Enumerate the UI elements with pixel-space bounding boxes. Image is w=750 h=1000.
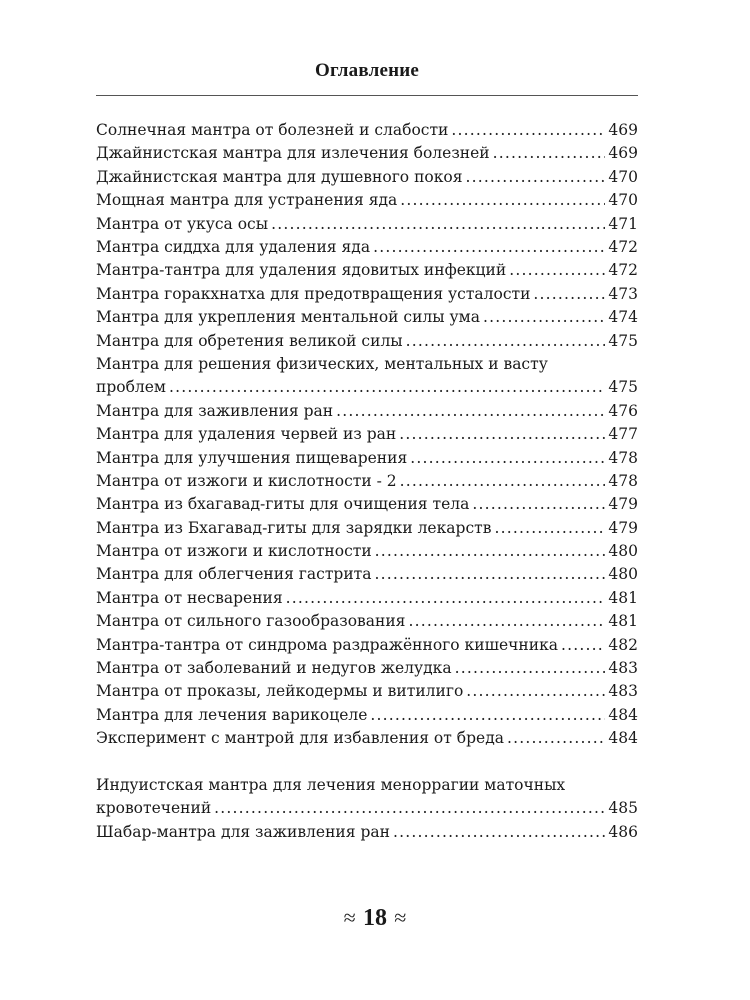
toc-entry-page: 486 [608,822,638,841]
page-header-title: Оглавление [314,60,420,81]
toc-entry-page: 475 [608,378,638,397]
toc-leader-dots [466,680,605,703]
toc-entry-title-line1: Индуистская мантра для лечения меноррагии маточных [96,775,566,794]
toc-leader-dots [533,283,605,306]
toc-entry[interactable] [96,587,638,610]
toc-entry-title: Мантра от укуса осы [96,214,269,233]
header-divider [96,95,638,96]
toc-entry[interactable] [96,563,638,586]
toc-entry[interactable] [96,423,638,446]
toc-entry[interactable] [96,166,638,189]
toc-entry-page: 479 [608,518,638,537]
toc-leader-dots [336,400,605,423]
toc-entry-title-line2: кровотечений [96,799,212,818]
toc-leader-dots [375,540,606,563]
toc-entry-title: Мантра для облегчения гастрита [96,565,372,584]
toc-leader-dots [472,493,605,516]
toc-leader-dots [393,821,605,844]
toc-entry-title: Мантра от проказы, лейкодермы и витилиго [96,682,464,701]
footer-ornament-left: ≈ [343,905,356,930]
toc-entry-page: 478 [608,448,638,467]
toc-entry[interactable] [96,634,638,657]
toc-entry-page: 469 [608,121,638,139]
toc-entry[interactable] [96,330,638,353]
toc-entry-title: Мантра из бхагавад-гиты для очищения тела [96,495,470,514]
toc-leader-dots [455,657,606,680]
toc-entry[interactable] [96,400,638,423]
toc-entry-page: 483 [608,682,638,701]
toc-entry-title: Джайнистская мантра для излечения болезней [96,144,490,163]
toc-entry-page: 485 [608,799,638,818]
toc-entry-page: 480 [608,565,638,584]
toc-entry-page: 469 [608,144,638,163]
toc-entry-title: Мантра от сильного газообразования [96,612,406,631]
toc-entry-page: 484 [608,705,638,724]
toc-leader-dots [373,236,605,259]
toc-entry-title: Мантра для укрепления ментальной силы ума [96,308,480,327]
toc-entry[interactable] [96,493,638,516]
toc-entry-title-line2: проблем [96,378,166,397]
toc-leader-dots [466,166,606,189]
table-of-contents [96,119,638,844]
toc-entry-title: Мантра для лечения варикоцеле [96,705,368,724]
toc-entry-page: 484 [608,729,638,748]
toc-entry[interactable] [96,727,638,750]
toc-entry[interactable] [96,447,638,470]
toc-entry-title: Мантра от заболеваний и недугов желудка [96,659,452,678]
toc-entry[interactable] [96,353,638,400]
toc-entry-page: 480 [608,542,638,561]
toc-leader-dots [493,142,606,165]
toc-entry[interactable] [96,213,638,236]
toc-leader-dots [271,213,605,236]
toc-leader-dots [400,189,605,212]
toc-entry[interactable] [96,540,638,563]
toc-entry-page: 483 [608,659,638,678]
toc-entry-title: Мантра из Бхагавад-гиты для зарядки лекарств [96,518,492,537]
toc-entry[interactable] [96,306,638,329]
toc-entry-page: 470 [608,191,638,210]
page-footer [0,905,750,932]
toc-entry-title: Шабар-мантра для заживления ран [96,822,390,841]
toc-group-2 [96,400,638,751]
toc-entry-title: Мантра для улучшения пищеварения [96,448,408,467]
toc-entry[interactable] [96,774,638,821]
footer-ornament-right: ≈ [394,905,407,930]
toc-entry-page: 473 [608,284,638,303]
toc-entry[interactable] [96,517,638,540]
toc-leader-dots [561,634,605,657]
toc-leader-dots [286,587,606,610]
toc-entry-page: 479 [608,495,638,514]
toc-spacer [96,751,638,774]
toc-entry-page: 477 [608,425,638,444]
toc-leader-dots [451,119,605,142]
toc-entry[interactable] [96,657,638,680]
toc-entry-page: 472 [608,237,638,256]
toc-entry-page: 476 [608,401,638,420]
toc-entry-title: Солнечная мантра от болезней и слабости [96,121,449,139]
toc-entry-page: 475 [608,331,638,350]
toc-entry-page: 481 [608,612,638,631]
toc-entry-title: Мантра горакхнатха для предотвращения усталости [96,284,531,303]
toc-leader-dots [507,727,605,750]
toc-leader-dots [408,610,605,633]
toc-entry-title: Джайнистская мантра для душевного покоя [96,167,463,186]
toc-entry-title: Мантра от несварения [96,588,283,607]
toc-entry-title: Мощная мантра для устранения яда [96,191,398,210]
toc-group-3 [96,821,638,844]
toc-entry[interactable] [96,119,638,142]
toc-leader-dots [400,470,606,493]
toc-entry-page: 471 [608,214,638,233]
toc-entry-page: 470 [608,167,638,186]
toc-entry[interactable] [96,470,638,493]
toc-entry-title: Мантра для удаления червей из ран [96,425,397,444]
toc-entry-page: 481 [608,588,638,607]
toc-leader-dots [169,376,605,399]
toc-entry-title: Мантра для заживления ран [96,401,334,420]
toc-leader-dots [214,797,605,820]
toc-leader-dots [483,306,605,329]
toc-entry[interactable] [96,680,638,703]
toc-entry-page: 472 [608,261,638,280]
toc-leader-dots [406,330,606,353]
toc-entry-title-line1: Мантра для решения физических, ментальных и васту [96,354,548,373]
toc-entry-page: 478 [608,471,638,490]
toc-leader-dots [494,517,605,540]
toc-entry[interactable] [96,142,638,165]
toc-entry[interactable] [96,236,638,259]
toc-entry[interactable] [96,610,638,633]
toc-entry-title: Мантра-тантра от синдрома раздражённого кишечника [96,635,558,654]
toc-leader-dots [370,704,605,727]
toc-entry-page: 482 [608,635,638,654]
toc-leader-dots [509,259,605,282]
toc-entry-title: Мантра от изжоги и кислотности [96,542,372,561]
toc-entry-title: Мантра-тантра для удаления ядовитых инфекций [96,261,507,280]
toc-entry[interactable] [96,821,638,844]
toc-entry[interactable] [96,259,638,282]
toc-entry-title: Эксперимент с мантрой для избавления от бреда [96,729,504,748]
page-number: 18 [363,905,387,931]
toc-leader-dots [399,423,605,446]
toc-leader-dots [410,447,605,470]
toc-entry[interactable] [96,704,638,727]
toc-entry-title: Мантра от изжоги и кислотности - 2 [96,471,397,490]
toc-entry[interactable] [96,189,638,212]
toc-leader-dots [374,563,605,586]
toc-entry[interactable] [96,283,638,306]
toc-entry-title: Мантра для обретения великой силы [96,331,403,350]
toc-group-1 [96,119,638,353]
toc-entry-page: 474 [608,308,638,327]
toc-entry-title: Мантра сиддха для удаления яда [96,237,371,256]
